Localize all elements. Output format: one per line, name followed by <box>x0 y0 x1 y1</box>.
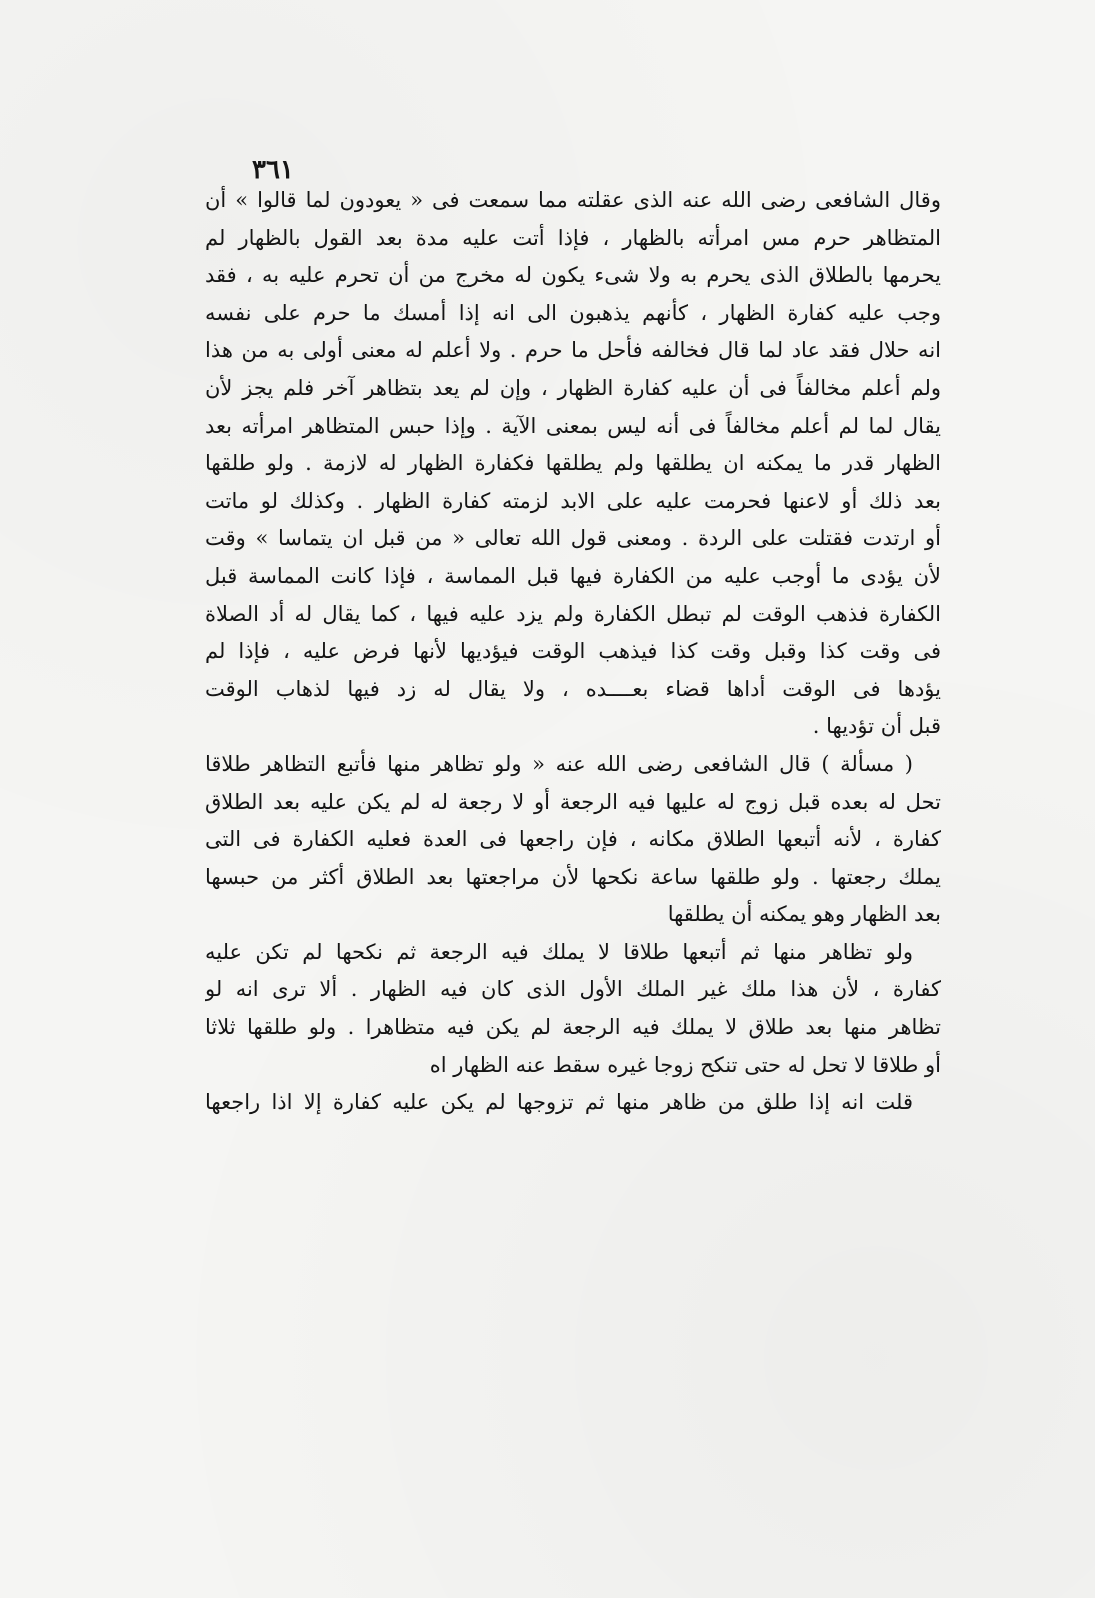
text-line: ( مسألة ) قال الشافعى رضى الله عنه « ولو تظاهر منها فأتبع التظاهر طلاقا <box>205 751 913 776</box>
text-line: يقال لما لم أعلم مخالفاً فى أنه ليس بمعنى الآية . وإذا حبس المتظاهر امرأته بعد <box>205 413 941 438</box>
text-line: بعد الظهار وهو يمكنه أن يطلقها <box>667 902 941 927</box>
text-line: تظاهر منها بعد طلاق لا يملك فيه الرجعة لم يكن فيه متظاهرا . ولو طلقها ثلاثا <box>205 1015 941 1040</box>
text-line: أو طلاقا لا تحل له حتى تنكح زوجا غيره سقط عنه الظهار اه <box>429 1052 941 1077</box>
text-line: قلت انه إذا طلق من ظاهر منها ثم تزوجها لم يكن عليه كفارة إلا اذا راجعها <box>205 1090 913 1115</box>
text-line: كفارة ، لأنه أتبعها الطلاق مكانه ، فإن راجعها فى العدة فعليه الكفارة فى التى <box>205 827 941 852</box>
text-line: فى وقت كذا وقبل وقت كذا فيذهب الوقت فيؤديها لأنها فرض عليه ، فإذا لم <box>205 639 941 664</box>
text-line: يؤدها فى الوقت أداها قضاء بعــــده ، ولا يقال له زد فيها لذهاب الوقت <box>205 676 941 701</box>
text-line: يملك رجعتها . ولو طلقها ساعة نكحها لأن مراجعتها بعد الطلاق أكثر من حبسها <box>205 864 941 889</box>
text-line: الكفارة فذهب الوقت لم تبطل الكفارة ولم يزد عليه فيها ، كما يقال له أد الصلاة <box>205 601 941 626</box>
page-number: ٣٦١ <box>252 155 294 185</box>
text-line: وجب عليه كفارة الظهار ، كأنهم يذهبون الى انه إذا أمسك ما حرم على نفسه <box>205 300 941 325</box>
text-line: قبل أن تؤديها . <box>812 714 941 739</box>
text-line: بعد ذلك أو لاعنها فحرمت عليه على الابد لزمته كفارة الظهار . وكذلك لو ماتت <box>205 488 941 513</box>
text-line: المتظاهر حرم مس امرأته بالظهار ، فإذا أتت عليه مدة بعد القول بالظهار لم <box>205 225 941 250</box>
text-line: أو ارتدت فقتلت على الردة . ومعنى قول الله تعالى « من قبل ان يتماسا » وقت <box>205 526 941 551</box>
text-line: لأن يؤدى ما أوجب عليه من الكفارة فيها قبل المماسة ، فإذا كانت المماسة قبل <box>205 563 941 588</box>
text-line: ولو تظاهر منها ثم أتبعها طلاقا لا يملك فيه الرجعة ثم نكحها لم تكن عليه <box>205 939 913 964</box>
text-line: ولم أعلم مخالفاً فى أن عليه كفارة الظهار ، وإن لم يعد بتظاهر آخر فلم يجز لأن <box>205 375 941 400</box>
text-line: وقال الشافعى رضى الله عنه الذى عقلته مما سمعت فى « يعودون لما قالوا » أن <box>205 188 941 212</box>
text-line: كفارة ، لأن هذا ملك غير الملك الأول الذى كان فيه الظهار . ألا ترى انه لو <box>205 977 941 1002</box>
body-text <box>205 182 941 1122</box>
text-line: يحرمها بالطلاق الذى يحرم به ولا شىء يكون له مخرج من أن تحرم عليه به ، فقد <box>205 263 941 288</box>
text-line: تحل له بعده قبل زوج له عليها فيه الرجعة أو لا رجعة له لم يكن عليه بعد الطلاق <box>205 789 941 814</box>
text-line: انه حلال فقد عاد لما قال فخالفه فأحل ما حرم . ولا أعلم له معنى أولى به من هذا <box>205 338 941 363</box>
text-line: الظهار قدر ما يمكنه ان يطلقها ولم يطلقها فكفارة الظهار له لازمة . ولو طلقها <box>205 451 941 476</box>
